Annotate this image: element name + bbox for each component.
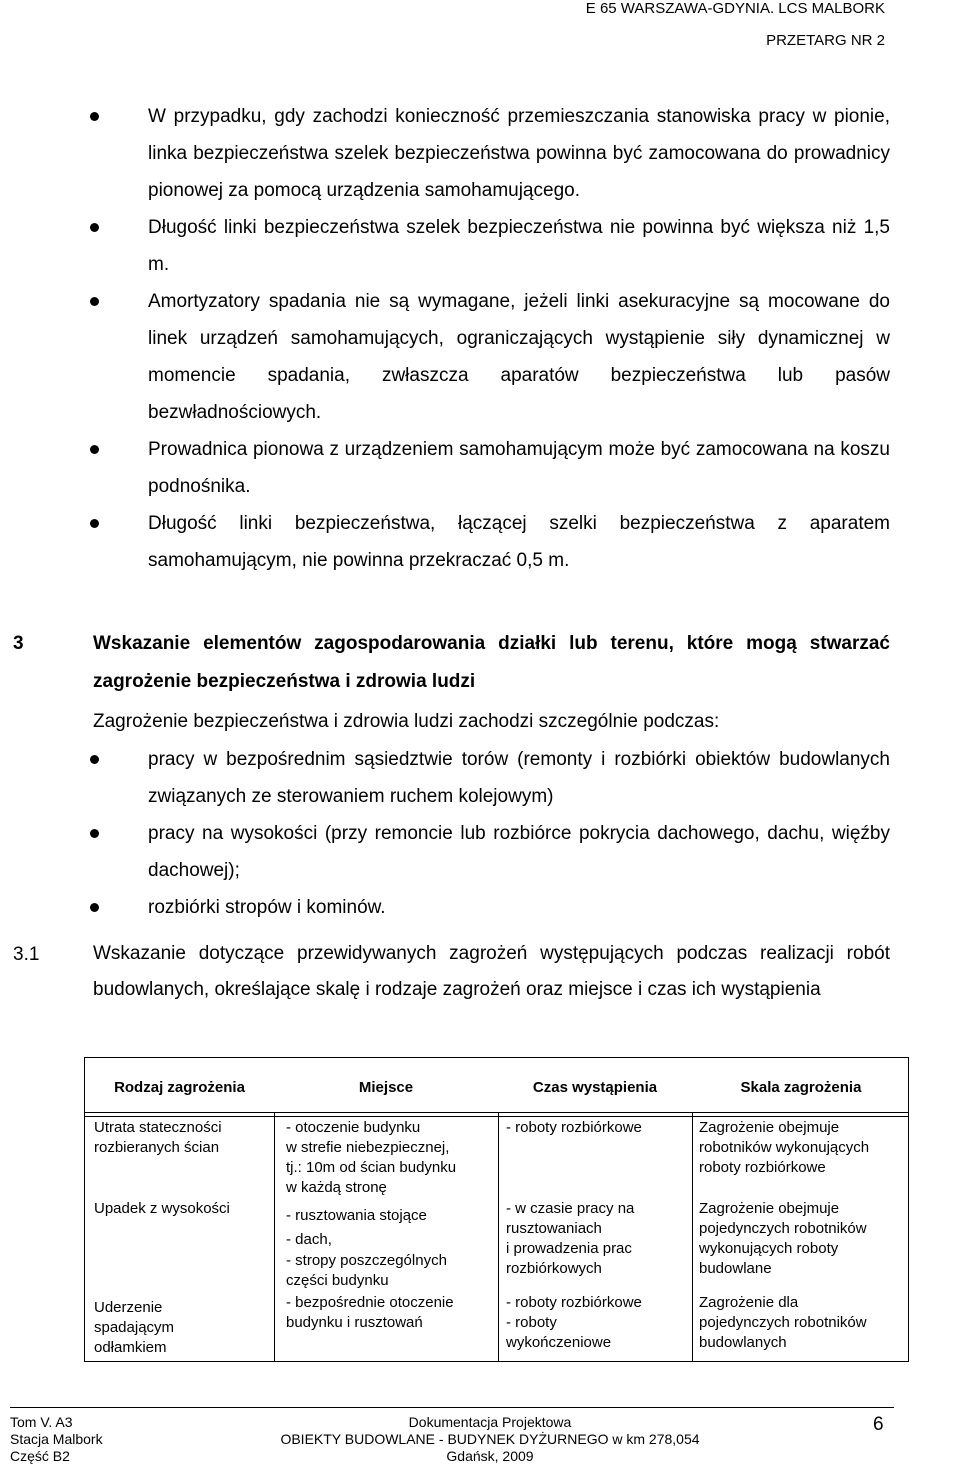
table-cell: budowlanych (699, 1334, 787, 1351)
table-cell: Zagrożenie obejmuje (699, 1119, 840, 1136)
section-title: Wskazanie elementów zagospodarowania działki lub terenu, które mogą stwarzać zagrożenie bezpieczeństwa i zdrowia ludzi (93, 633, 890, 692)
table-cell: budowlane (699, 1260, 772, 1277)
list-item: Amortyzatory spadania nie są wymagane, jeżeli linki asekuracyjne są mocowane do linek urządzeń samohamujących, ograniczających wystąpienie siły dynamicznej w momencie spadania, zwłaszcza aparatów bezpieczeństwa lub pasów bezwładnościowych. (90, 283, 890, 431)
table-cell: - dach, (286, 1231, 332, 1248)
list-item: W przypadku, gdy zachodzi konieczność przemieszczania stanowiska pracy w pionie, linka bezpieczeństwa szelek bezpieczeństwa powinna być zamocowana do prowadnicy pionowej za pomocą urządzenia samohamującego. (90, 98, 890, 209)
bullet-icon (90, 755, 99, 764)
section-intro: Zagrożenie bezpieczeństwa i zdrowia ludzi zachodzi szczególnie podczas: (93, 711, 720, 732)
table-cell: - roboty rozbiórkowe (506, 1294, 642, 1311)
table-cell: i prowadzenia prac (506, 1240, 632, 1257)
bullet-icon (90, 519, 99, 528)
bullet-icon (90, 829, 99, 838)
table-cell: rozbiórkowych (506, 1260, 602, 1277)
table-cell: - bezpośrednie otoczenie (286, 1294, 454, 1311)
table-rule (274, 1113, 275, 1362)
bullet-icon (90, 445, 99, 454)
table-cell: Uderzenie (94, 1299, 163, 1316)
footer-rule (10, 1407, 894, 1408)
table-cell: - rusztowania stojące (286, 1207, 427, 1224)
list-item: pracy w bezpośrednim sąsiedztwie torów (remonty i rozbiórki obiektów budowlanych związanych ze sterowaniem ruchem kolejowym) (90, 741, 890, 815)
subsection-number: 3.1 (13, 944, 40, 965)
safety-bullet-list (90, 98, 890, 579)
table-cell: - roboty (506, 1314, 557, 1331)
table-cell: części budynku (286, 1272, 389, 1289)
list-item: pracy na wysokości (przy remoncie lub rozbiórce pokrycia dachowego, dachu, więźby dachowej); (90, 815, 890, 889)
table-cell: spadającym (94, 1319, 175, 1336)
table-header: Miejsce (358, 1079, 414, 1096)
table-cell: wykończeniowe (506, 1334, 612, 1351)
footer-doc-title: Dokumentacja Projektowa (408, 1414, 572, 1430)
footer-station: Stacja Malbork (10, 1431, 103, 1447)
table-cell: odłamkiem (94, 1339, 167, 1356)
bullet-icon (90, 903, 99, 912)
table-rule (85, 1112, 908, 1113)
table-cell: w każdą stronę (286, 1179, 387, 1196)
header-title: E 65 WARSZAWA-GDYNIA. LCS MALBORK (585, 0, 885, 17)
subsection-title: Wskazanie dotyczące przewidywanych zagrożeń występujących podczas realizacji robót budowlanych, określające skalę i rodzaje zagrożeń oraz miejsce i czas ich wystąpienia (93, 943, 890, 1000)
footer-volume: Tom V. A3 (10, 1414, 73, 1430)
table-cell: robotników wykonujących (699, 1139, 870, 1156)
table-cell: w strefie niebezpiecznej, (286, 1139, 450, 1156)
table-cell: budynku i rusztowań (286, 1314, 423, 1331)
table-cell: rozbieranych ścian (94, 1139, 220, 1156)
table-rule (85, 1116, 908, 1117)
list-item: Długość linki bezpieczeństwa, łączącej szelki bezpieczeństwa z aparatem samohamującym, nie powinna przekraczać 0,5 m. (90, 505, 890, 579)
table-rule (692, 1113, 693, 1362)
table-cell: - otoczenie budynku (286, 1119, 421, 1136)
table-header: Skala zagrożenia (740, 1079, 862, 1096)
hazard-table (84, 1057, 909, 1362)
list-item: rozbiórki stropów i kominów. (90, 889, 890, 926)
bullet-icon (90, 112, 99, 121)
table-cell: roboty rozbiórkowe (699, 1159, 826, 1176)
table-rule (498, 1113, 499, 1362)
table-cell: Zagrożenie obejmuje (699, 1200, 840, 1217)
list-item: Długość linki bezpieczeństwa szelek bezpieczeństwa nie powinna być większa niż 1,5 m. (90, 209, 890, 283)
table-cell: tj.: 10m od ścian budynku (286, 1159, 457, 1176)
table-cell: Upadek z wysokości (94, 1200, 230, 1217)
header-subtitle: PRZETARG NR 2 (766, 32, 885, 49)
table-cell: wykonujących roboty (699, 1240, 839, 1257)
section-number: 3 (13, 633, 24, 654)
table-cell: - roboty rozbiórkowe (506, 1119, 642, 1136)
footer-place-date: Gdańsk, 2009 (446, 1448, 534, 1464)
table-header: Rodzaj zagrożenia (114, 1079, 245, 1096)
table-cell: Utrata stateczności (94, 1119, 222, 1136)
table-cell: Zagrożenie dla (699, 1294, 799, 1311)
table-header: Czas wystąpienia (532, 1079, 658, 1096)
table-cell: pojedynczych robotników (699, 1220, 867, 1237)
footer-object: OBIEKTY BUDOWLANE - BUDYNEK DYŻURNEGO w km 278,054 (280, 1431, 700, 1447)
table-cell: - stropy poszczególnych (286, 1252, 447, 1269)
footer-part: Część B2 (10, 1448, 70, 1464)
list-item: Prowadnica pionowa z urządzeniem samohamującym może być zamocowana na koszu podnośnika. (90, 431, 890, 505)
table-cell: rusztowaniach (506, 1220, 602, 1237)
table-cell: pojedynczych robotników (699, 1314, 867, 1331)
bullet-icon (90, 223, 99, 232)
page-number: 6 (873, 1414, 884, 1435)
table-cell: - w czasie pracy na (506, 1200, 635, 1217)
hazard-bullet-list (90, 741, 890, 926)
bullet-icon (90, 297, 99, 306)
